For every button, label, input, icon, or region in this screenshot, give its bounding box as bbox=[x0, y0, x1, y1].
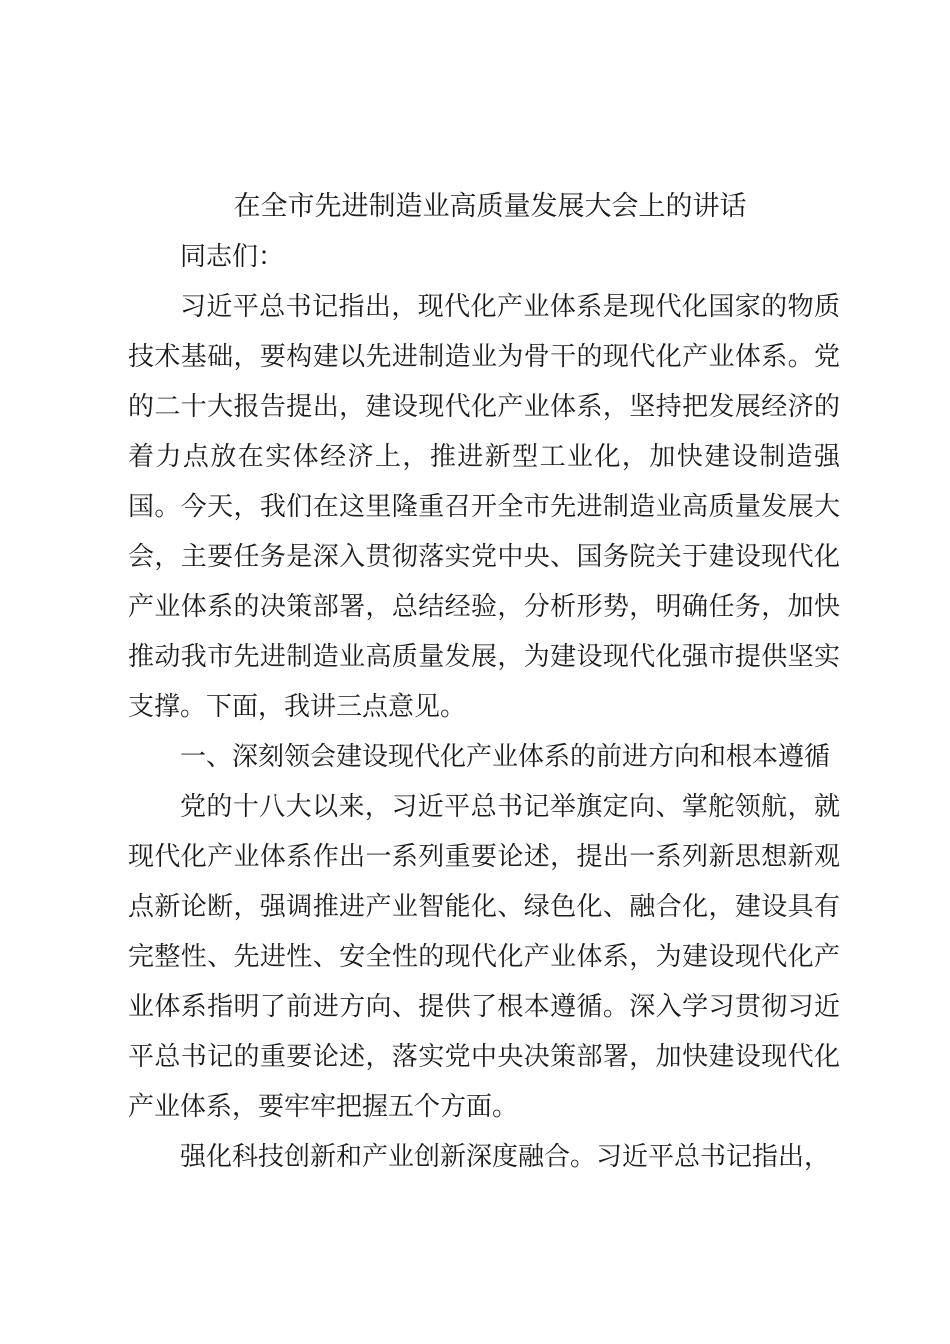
section-heading-1: 一、深刻领会建设现代化产业体系的前进方向和根本遵循 bbox=[180, 742, 831, 772]
document-title: 在全市先进制造业高质量发展大会上的讲话 bbox=[233, 191, 747, 222]
salutation: 同志们： bbox=[180, 242, 285, 272]
paragraph-intro: 习近平总书记指出，现代化产业体系是现代化国家的物质技术基础，要构建以先进制造业为骨干的现代化产业体系。党的二十大报告提出，建设现代化产业体系，坚持把发展经济的着力点放在实体经济上，推进新型工业化，加快建设制造强国。今天，我们在这里隆重召开全市先进制造业高质量发展大会，主要任务是深入贯彻落实党中央、国务院关于建设现代化产业体系的决策部署，总结经验，分析形势，明确任务，加快推动我市先进制造业高质量发展，为建设现代化强市提供坚实支撑。下面，我讲三点意见。 bbox=[128, 292, 840, 722]
paragraph-point-1: 强化科技创新和产业创新深度融合。习近平总书记指出， bbox=[180, 1142, 831, 1172]
document-page bbox=[128, 182, 840, 1182]
paragraph-section-1: 党的十八大以来，习近平总书记举旗定向、掌舵领航，就现代化产业体系作出一系列重要论述，提出一系列新思想新观点新论断，强调推进产业智能化、绿色化、融合化，建设具有完整性、先进性、安全性的现代化产业体系，为建设现代化产业体系指明了前进方向、提供了根本遵循。深入学习贯彻习近平总书记的重要论述，落实党中央决策部署，加快建设现代化产业体系，要牢牢把握五个方面。 bbox=[128, 792, 840, 1122]
